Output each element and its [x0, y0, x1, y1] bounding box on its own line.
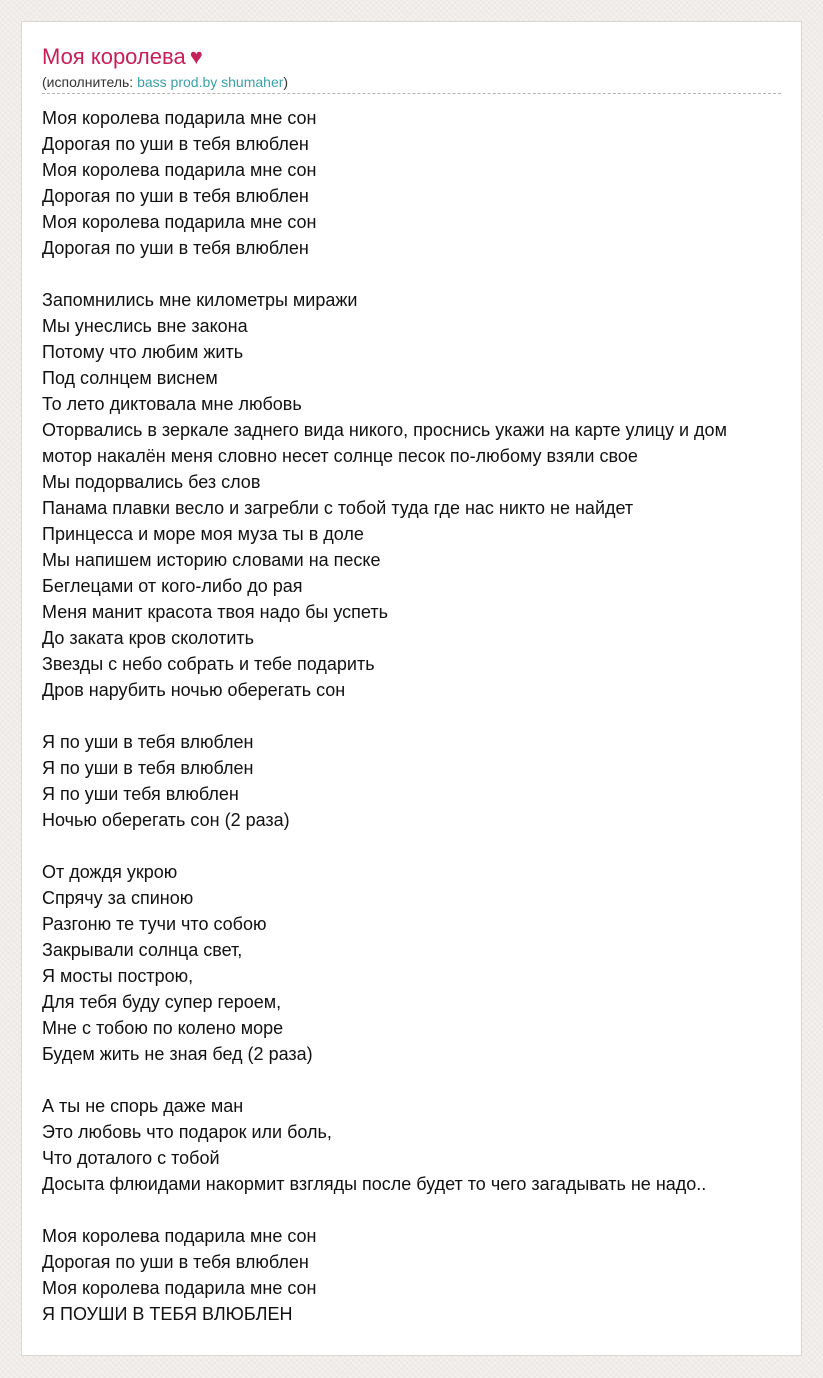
stanza-gap	[42, 261, 802, 287]
lyric-line: Оторвались в зеркале заднего вида никого, проснись укажи на карте улицу и дом	[42, 420, 727, 440]
lyric-line: Моя королева подарила мне сон	[42, 1278, 317, 1298]
lyric-line: Меня манит красота твоя надо бы успеть	[42, 602, 388, 622]
lyric-line: Мы унеслись вне закона	[42, 316, 248, 336]
lyric-line: До заката кров сколотить	[42, 628, 255, 648]
lyric-line: Дорогая по уши в тебя влюблен	[42, 186, 309, 206]
stanza-gap	[42, 1067, 802, 1093]
lyric-line: Дров нарубить ночью оберегать сон	[42, 680, 346, 700]
artist-suffix: )	[283, 74, 289, 90]
lyrics-body	[42, 105, 802, 1327]
lyric-line: Я по уши тебя влюблен	[42, 784, 239, 804]
lyric-line: Будем жить не зная бед (2 раза)	[42, 1044, 313, 1064]
lyric-line: Я ПОУШИ В ТЕБЯ ВЛЮБЛЕН	[42, 1304, 293, 1324]
lyric-line: Потому что любим жить	[42, 342, 244, 362]
lyric-line: Моя королева подарила мне сон	[42, 1226, 317, 1246]
lyric-line: От дождя укрою	[42, 862, 178, 882]
lyric-line: Я по уши в тебя влюблен	[42, 758, 254, 778]
lyric-line: Мне с тобою по колено море	[42, 1018, 284, 1038]
lyric-line: Моя королева подарила мне сон	[42, 212, 317, 232]
lyric-line: Запомнились мне километры миражи	[42, 290, 358, 310]
song-title-text: Моя королева	[42, 44, 186, 69]
song-title	[42, 44, 203, 70]
lyric-line: Мы подорвались без слов	[42, 472, 261, 492]
lyric-line: Панама плавки весло и загребли с тобой туда где нас никто не найдет	[42, 498, 634, 518]
lyric-line: Дорогая по уши в тебя влюблен	[42, 238, 309, 258]
stanza-gap	[42, 703, 802, 729]
stanza-gap	[42, 1197, 802, 1223]
lyric-line: Это любовь что подарок или боль,	[42, 1122, 332, 1142]
lyric-line: Под солнцем виснем	[42, 368, 218, 388]
lyric-line: Ночью оберегать сон (2 раза)	[42, 810, 290, 830]
artist-line	[42, 73, 288, 91]
lyric-line: Я по уши в тебя влюблен	[42, 732, 254, 752]
lyric-line: А ты не спорь даже ман	[42, 1096, 244, 1116]
lyric-line: Беглецами от кого-либо до рая	[42, 576, 303, 596]
lyric-line: Моя королева подарила мне сон	[42, 108, 317, 128]
lyric-line: мотор накалён меня словно несет солнце песок по-любому взяли свое	[42, 446, 638, 466]
lyric-line: Что доталого с тобой	[42, 1148, 220, 1168]
lyric-line: Мы напишем историю словами на песке	[42, 550, 381, 570]
lyric-line: Разгоню те тучи что собою	[42, 914, 267, 934]
lyric-line: Я мосты построю,	[42, 966, 194, 986]
divider	[42, 93, 781, 94]
artist-prefix: (исполнитель:	[42, 74, 138, 90]
lyric-line: Принцесса и море моя муза ты в доле	[42, 524, 364, 544]
lyric-line: Спрячу за спиною	[42, 888, 194, 908]
artist-link[interactable]: bass prod.by shumaher	[137, 74, 284, 90]
lyric-line: Досыта флюидами накормит взгляды после будет то чего загадывать не надо..	[42, 1174, 707, 1194]
lyrics-card	[21, 21, 802, 1356]
lyric-line: Для тебя буду супер героем,	[42, 992, 282, 1012]
stanza-gap	[42, 833, 802, 859]
heart-icon: ♥	[189, 44, 203, 69]
lyric-line: То лето диктовала мне любовь	[42, 394, 302, 414]
lyric-line: Дорогая по уши в тебя влюблен	[42, 1252, 309, 1272]
lyric-line: Моя королева подарила мне сон	[42, 160, 317, 180]
lyric-line: Дорогая по уши в тебя влюблен	[42, 134, 309, 154]
lyric-line: Звезды с небо собрать и тебе подарить	[42, 654, 375, 674]
lyric-line: Закрывали солнца свет,	[42, 940, 243, 960]
